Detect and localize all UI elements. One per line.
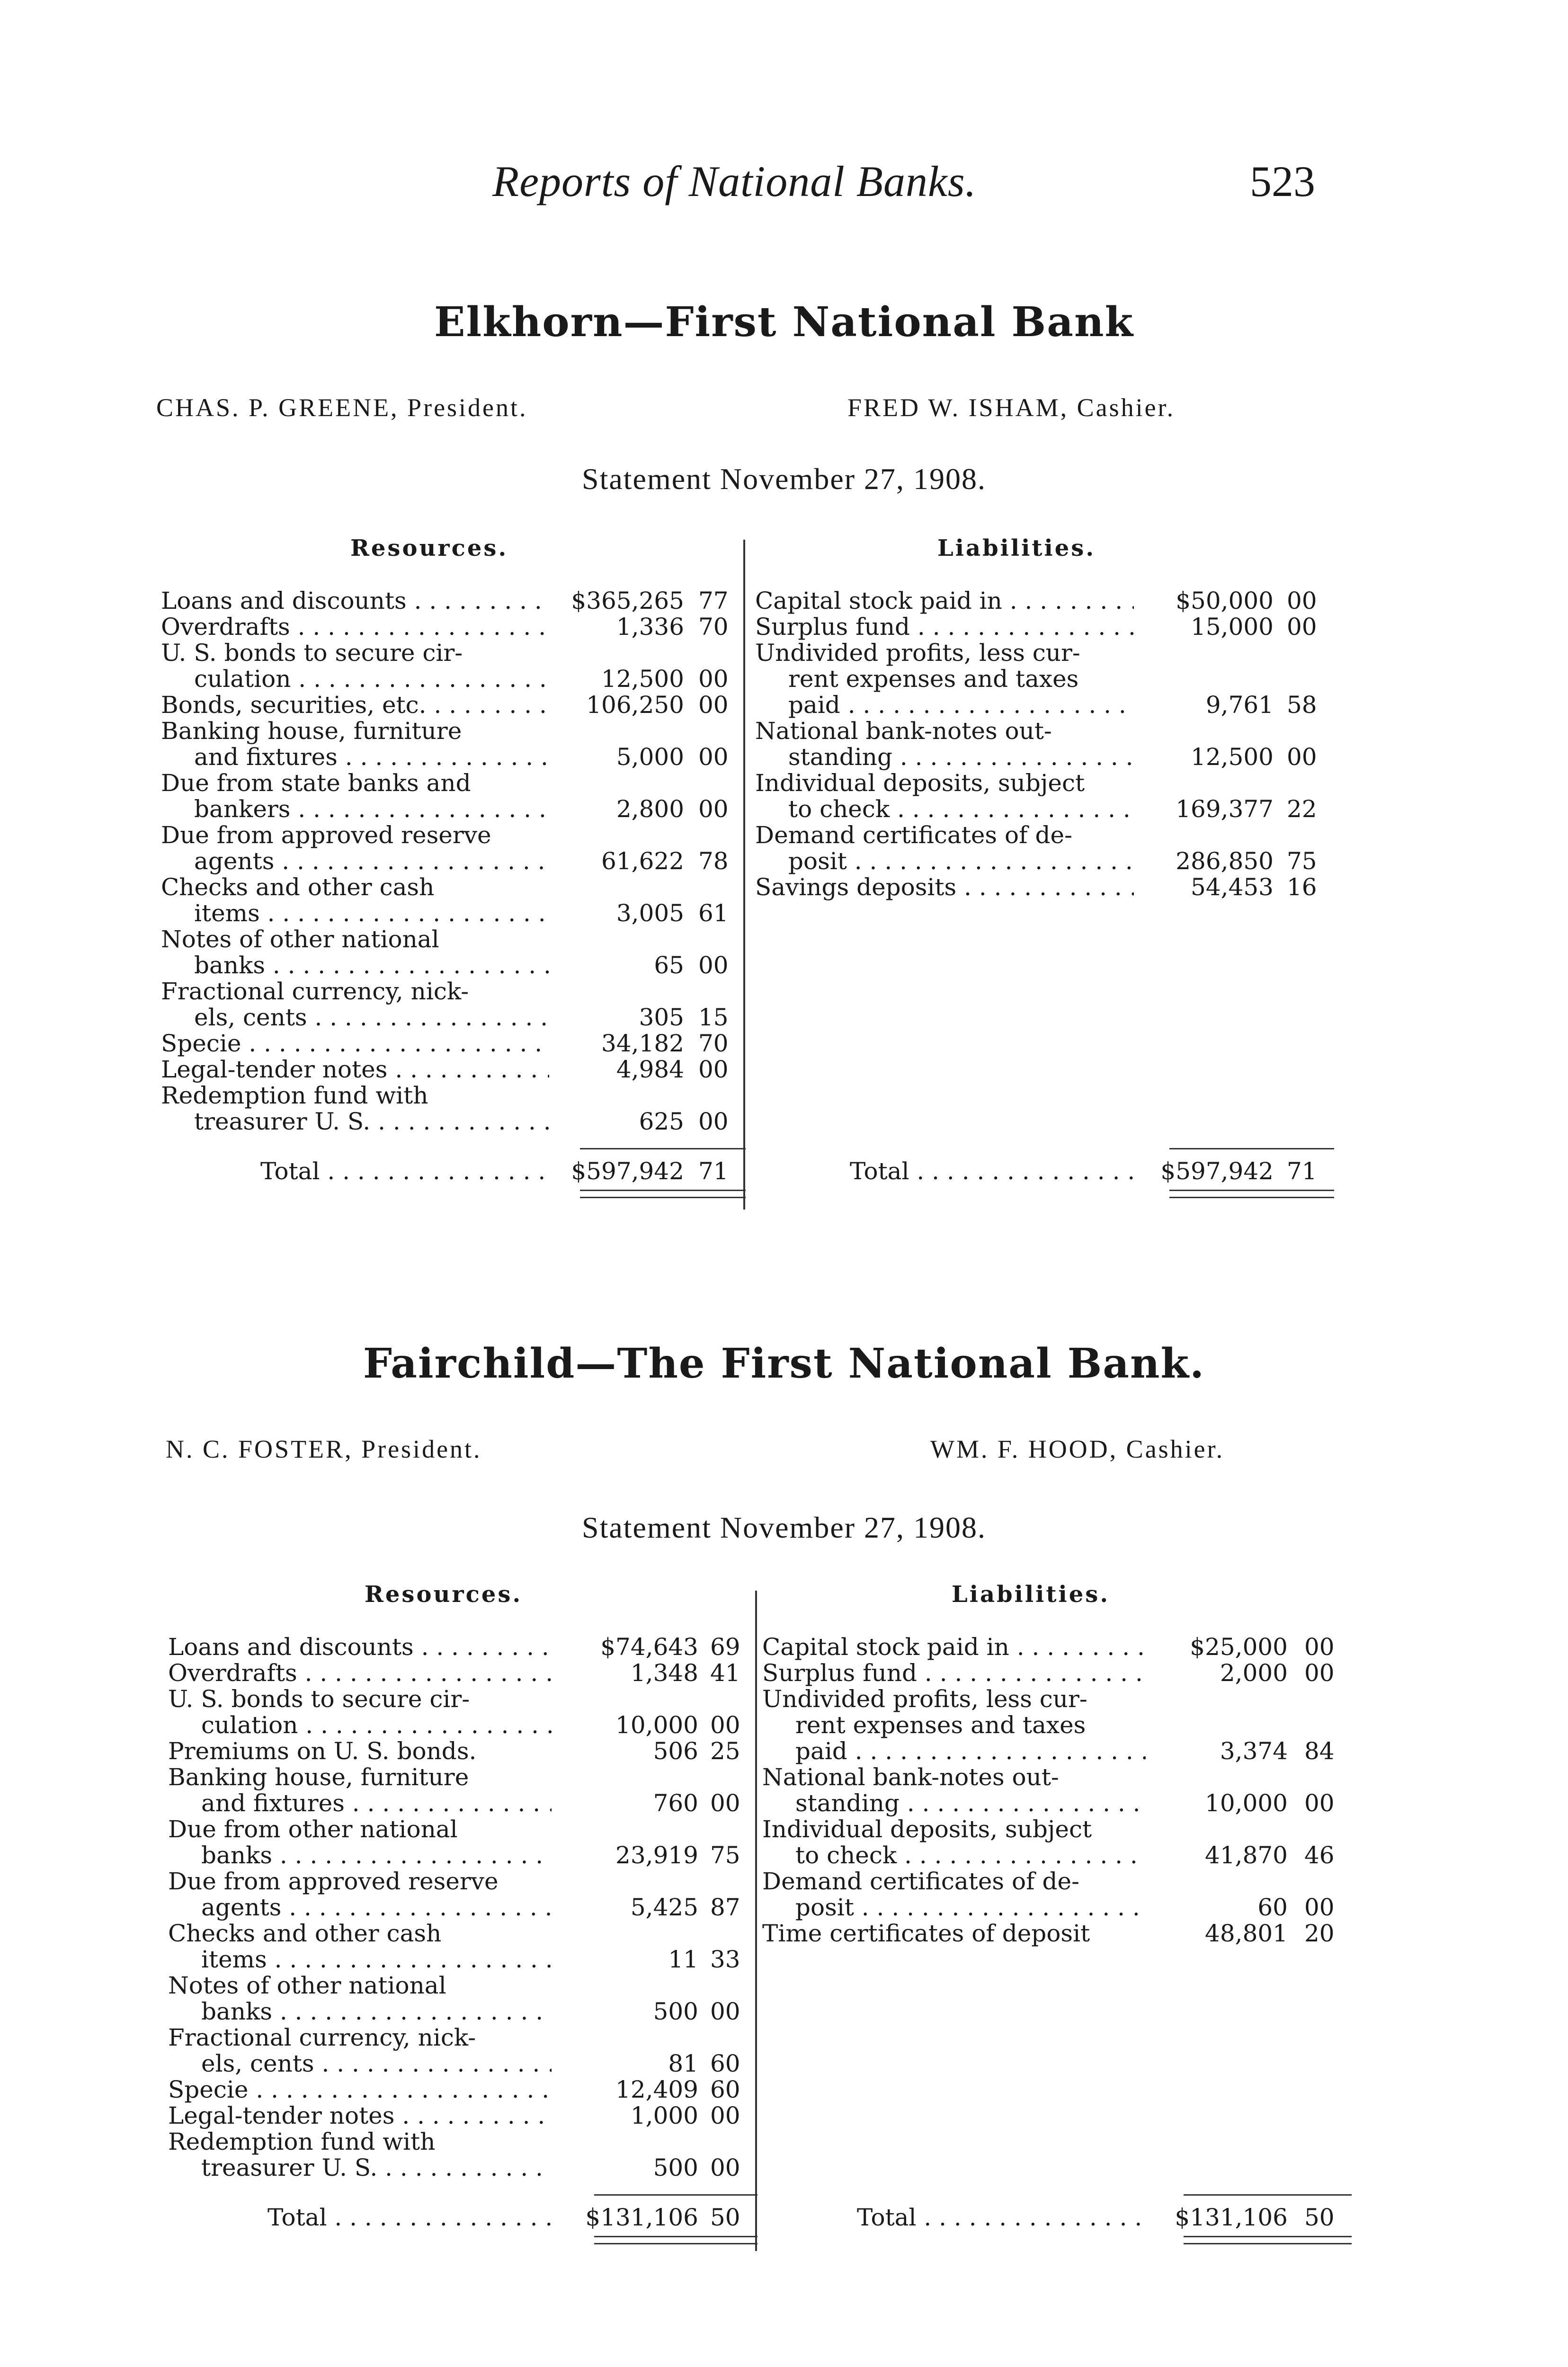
- liability-row: [755, 717, 1325, 744]
- line-item-label: rent expenses and taxes: [788, 665, 1079, 693]
- liability-row: [755, 639, 1325, 666]
- amount-cents: 69: [710, 1633, 740, 1661]
- line-item-label: bankers . . .: [194, 795, 549, 823]
- amount-cents: 00: [710, 1998, 740, 2025]
- liability-row: [762, 1842, 1342, 1868]
- line-item-label: U. S. bonds to secure cir-: [168, 1685, 470, 1713]
- resource-row: [161, 665, 736, 692]
- line-item-label: Loans and discounts . . .: [161, 587, 549, 614]
- sum-rule: [1184, 2194, 1352, 2196]
- liability-row: [762, 1659, 1342, 1686]
- resource-row: [161, 1056, 736, 1082]
- amount-cents: 00: [1287, 743, 1317, 771]
- line-item-label: Premiums on U. S. bonds.: [168, 1737, 477, 1765]
- total-row: [168, 2204, 748, 2230]
- amount-cents: 00: [698, 691, 729, 719]
- amount-dollars: 625: [639, 1108, 684, 1135]
- amount-cents: 00: [1287, 587, 1317, 614]
- amount-dollars: 500: [653, 1998, 698, 2025]
- resource-row: [168, 1894, 748, 1920]
- resource-row: [161, 1030, 736, 1056]
- line-item-label: items . . .: [194, 899, 549, 927]
- line-item-label: Overdrafts . . .: [168, 1659, 552, 1687]
- line-item-label: Fractional currency, nick-: [168, 2024, 476, 2051]
- amount-dollars: 54,453: [1191, 873, 1274, 901]
- line-item-label: and fixtures . . .: [194, 743, 549, 771]
- line-item-label: banks . . .: [201, 1998, 552, 2025]
- resource-row: [161, 925, 736, 952]
- amount-dollars: 65: [654, 952, 684, 979]
- line-item-label: Notes of other national: [161, 925, 439, 953]
- amount-dollars: 10,000: [615, 1711, 698, 1739]
- resources-heading: Resources.: [365, 1581, 523, 1608]
- amount-cents: 00: [1304, 1659, 1335, 1687]
- amount-dollars: 10,000: [1205, 1789, 1288, 1817]
- line-item-label: Notes of other national: [168, 1972, 446, 1999]
- total-cents: 50: [710, 2204, 740, 2231]
- liability-row: [762, 1868, 1342, 1894]
- line-item-label: Capital stock paid in . . .: [762, 1633, 1146, 1661]
- total-dollars: $131,106: [1175, 2204, 1288, 2231]
- line-item-label: Undivided profits, less cur-: [755, 639, 1080, 667]
- line-item-label: Banking house, furniture: [168, 1763, 469, 1791]
- amount-cents: 20: [1304, 1920, 1335, 1947]
- amount-cents: 84: [1304, 1737, 1335, 1765]
- president-name: CHAS. P. GREENE, President.: [156, 393, 528, 422]
- amount-dollars: 48,801: [1205, 1920, 1288, 1947]
- line-item-label: Due from approved reserve: [168, 1868, 499, 1895]
- resource-row: [168, 1842, 748, 1868]
- amount-cents: 00: [710, 1789, 740, 1817]
- resource-row: [168, 1815, 748, 1842]
- total-cents: 71: [698, 1157, 729, 1185]
- amount-dollars: 2,800: [616, 795, 684, 823]
- amount-cents: 58: [1287, 691, 1317, 719]
- liability-row: [762, 1920, 1342, 1946]
- line-item-label: Demand certificates of de-: [762, 1868, 1079, 1895]
- amount-cents: 00: [698, 952, 729, 979]
- amount-cents: 16: [1287, 873, 1317, 901]
- amount-dollars: $365,265: [571, 587, 684, 614]
- line-item-label: items . . .: [201, 1946, 552, 1973]
- resource-row: [168, 1659, 748, 1686]
- amount-dollars: 15,000: [1191, 613, 1274, 641]
- resource-row: [161, 587, 736, 614]
- amount-dollars: 41,870: [1205, 1842, 1288, 1869]
- amount-dollars: 1,336: [616, 613, 684, 641]
- amount-dollars: 500: [653, 2154, 698, 2181]
- amount-cents: 75: [1287, 847, 1317, 875]
- line-item-label: Legal-tender notes . . .: [161, 1056, 549, 1083]
- amount-dollars: 11: [668, 1946, 698, 1973]
- total-label: Total . . .: [850, 1157, 1134, 1185]
- amount-dollars: 81: [668, 2050, 698, 2077]
- resource-row: [168, 1868, 748, 1894]
- resource-row: [161, 717, 736, 744]
- liability-row: [762, 1894, 1342, 1920]
- liability-row: [755, 769, 1325, 796]
- amount-cents: 00: [698, 665, 729, 693]
- liability-row: [755, 613, 1325, 640]
- amount-dollars: 305: [639, 1004, 684, 1031]
- amount-dollars: 5,000: [616, 743, 684, 771]
- total-label: Total . . .: [260, 1157, 549, 1185]
- amount-dollars: 106,250: [586, 691, 684, 719]
- column-divider: [743, 540, 745, 1210]
- line-item-label: paid . . .: [795, 1737, 1146, 1765]
- resource-row: [161, 769, 736, 796]
- resource-row: [168, 2154, 748, 2180]
- line-item-label: standing . . .: [788, 743, 1134, 771]
- resource-row: [168, 2102, 748, 2128]
- line-item-label: Individual deposits, subject: [762, 1815, 1092, 1843]
- resource-row: [161, 743, 736, 770]
- liability-row: [755, 691, 1325, 718]
- line-item-label: National bank-notes out-: [755, 717, 1052, 745]
- amount-cents: 00: [1304, 1789, 1335, 1817]
- amount-dollars: 5,425: [630, 1894, 698, 1921]
- amount-cents: 00: [698, 743, 729, 771]
- line-item-label: Undivided profits, less cur-: [762, 1685, 1087, 1713]
- resource-row: [161, 978, 736, 1004]
- line-item-label: Surplus fund . . .: [755, 613, 1134, 641]
- line-item-label: standing . . .: [795, 1789, 1146, 1817]
- line-item-label: Legal-tender notes . . .: [168, 2102, 552, 2129]
- statement-date: Statement November 27, 1908.: [581, 1511, 987, 1544]
- amount-cents: 00: [1304, 1894, 1335, 1921]
- line-item-label: to check . . .: [795, 1842, 1146, 1869]
- line-item-label: Checks and other cash: [168, 1920, 442, 1947]
- amount-cents: 60: [710, 2076, 740, 2103]
- resource-row: [161, 873, 736, 900]
- column-divider: [755, 1591, 757, 2251]
- line-item-label: to check . . .: [788, 795, 1134, 823]
- line-item-label: Loans and discounts . . .: [168, 1633, 552, 1661]
- resource-row: [168, 2024, 748, 2050]
- amount-dollars: 23,919: [615, 1842, 698, 1869]
- resource-row: [168, 1737, 748, 1764]
- amount-cents: 78: [698, 847, 729, 875]
- amount-cents: 00: [710, 2154, 740, 2181]
- amount-dollars: 3,005: [616, 899, 684, 927]
- double-rule: [1169, 1190, 1334, 1198]
- liability-row: [762, 1763, 1342, 1790]
- line-item-label: els, cents . . .: [201, 2050, 552, 2077]
- resource-row: [161, 847, 736, 874]
- sum-rule: [594, 2194, 757, 2196]
- liability-row: [755, 587, 1325, 614]
- amount-dollars: 1,348: [630, 1659, 698, 1687]
- line-item-label: Due from state banks and: [161, 769, 471, 797]
- liability-row: [762, 1685, 1342, 1712]
- amount-dollars: $25,000: [1190, 1633, 1288, 1661]
- amount-dollars: 286,850: [1176, 847, 1274, 875]
- total-cents: 71: [1287, 1157, 1317, 1185]
- total-row: [755, 1157, 1325, 1184]
- amount-cents: 00: [698, 795, 729, 823]
- resource-row: [168, 1972, 748, 1998]
- amount-cents: 33: [710, 1946, 740, 1973]
- line-item-label: treasurer U. S. . . .: [201, 2154, 552, 2181]
- amount-cents: 61: [698, 899, 729, 927]
- line-item-label: U. S. bonds to secure cir-: [161, 639, 463, 667]
- resource-row: [168, 1946, 748, 1972]
- line-item-label: Specie . . .: [168, 2076, 552, 2103]
- total-label: Total . . .: [267, 2204, 552, 2231]
- amount-dollars: $50,000: [1176, 587, 1274, 614]
- statement-date: Statement November 27, 1908.: [581, 462, 987, 496]
- line-item-label: treasurer U. S. . . .: [194, 1108, 549, 1135]
- amount-dollars: 4,984: [616, 1056, 684, 1083]
- resource-row: [161, 639, 736, 666]
- line-item-label: els, cents . . .: [194, 1004, 549, 1031]
- line-item-label: posit . . .: [795, 1894, 1146, 1921]
- amount-dollars: 12,500: [601, 665, 684, 693]
- resource-row: [168, 1789, 748, 1816]
- liability-row: [755, 873, 1325, 900]
- liability-row: [755, 847, 1325, 874]
- running-title: Reports of National Banks.: [492, 157, 977, 205]
- line-item-label: Checks and other cash: [161, 873, 435, 901]
- liabilities-heading: Liabilities.: [937, 535, 1096, 561]
- resource-row: [168, 2050, 748, 2076]
- resource-row: [161, 795, 736, 822]
- resource-row: [168, 2128, 748, 2154]
- liability-row: [755, 743, 1325, 770]
- liability-row: [755, 665, 1325, 692]
- amount-dollars: 34,182: [601, 1030, 684, 1057]
- resource-row: [168, 1633, 748, 1660]
- amount-cents: 25: [710, 1737, 740, 1765]
- line-item-label: Banking house, furniture: [161, 717, 462, 745]
- line-item-label: culation . . .: [201, 1711, 552, 1739]
- amount-dollars: 760: [653, 1789, 698, 1817]
- line-item-label: Specie . . .: [161, 1030, 549, 1057]
- resources-heading: Resources.: [350, 535, 508, 561]
- resource-row: [161, 1082, 736, 1108]
- line-item-label: Capital stock paid in . . .: [755, 587, 1134, 614]
- resource-row: [168, 1998, 748, 2024]
- amount-cents: 70: [698, 613, 729, 641]
- liability-row: [755, 795, 1325, 822]
- amount-cents: 00: [710, 2102, 740, 2129]
- cashier-name: WM. F. HOOD, Cashier.: [930, 1435, 1225, 1463]
- liabilities-heading: Liabilities.: [952, 1581, 1110, 1608]
- double-rule: [1184, 2236, 1352, 2244]
- line-item-label: Time certificates of deposit: [762, 1920, 1090, 1947]
- amount-cents: 75: [710, 1842, 740, 1869]
- resource-row: [168, 1920, 748, 1946]
- liability-row: [762, 1737, 1342, 1764]
- amount-cents: 60: [710, 2050, 740, 2077]
- resource-row: [161, 1004, 736, 1030]
- amount-cents: 41: [710, 1659, 740, 1687]
- amount-dollars: 3,374: [1220, 1737, 1288, 1765]
- resource-row: [168, 1685, 748, 1712]
- amount-dollars: 506: [653, 1737, 698, 1765]
- line-item-label: paid . . .: [788, 691, 1134, 719]
- line-item-label: Due from approved reserve: [161, 821, 491, 849]
- amount-dollars: $74,643: [600, 1633, 698, 1661]
- liability-row: [762, 1815, 1342, 1842]
- resource-row: [161, 952, 736, 978]
- amount-cents: 00: [1287, 613, 1317, 641]
- resource-row: [168, 2076, 748, 2102]
- bank-title: Fairchild—The First National Bank.: [363, 1340, 1205, 1388]
- amount-dollars: 169,377: [1176, 795, 1274, 823]
- amount-dollars: 2,000: [1220, 1659, 1288, 1687]
- cashier-name: FRED W. ISHAM, Cashier.: [847, 393, 1176, 422]
- total-row: [161, 1157, 736, 1184]
- line-item-label: and fixtures . . .: [201, 1789, 552, 1817]
- amount-cents: 77: [698, 587, 729, 614]
- page-number: 523: [1250, 157, 1315, 205]
- liability-row: [762, 1633, 1342, 1660]
- amount-dollars: 12,409: [615, 2076, 698, 2103]
- sum-rule: [1169, 1148, 1334, 1149]
- amount-dollars: 1,000: [630, 2102, 698, 2129]
- line-item-label: agents . . .: [201, 1894, 552, 1921]
- line-item-label: Redemption fund with: [168, 2128, 436, 2155]
- total-dollars: $597,942: [571, 1157, 684, 1185]
- president-name: N. C. FOSTER, President.: [166, 1435, 482, 1463]
- resource-row: [161, 821, 736, 848]
- resource-row: [168, 1711, 748, 1738]
- line-item-label: agents . . .: [194, 847, 549, 875]
- line-item-label: banks . . .: [194, 952, 549, 979]
- line-item-label: Demand certificates of de-: [755, 821, 1072, 849]
- total-cents: 50: [1304, 2204, 1335, 2231]
- amount-cents: 15: [698, 1004, 729, 1031]
- line-item-label: posit . . .: [788, 847, 1134, 875]
- amount-dollars: 60: [1257, 1894, 1288, 1921]
- total-dollars: $131,106: [585, 2204, 698, 2231]
- resource-row: [161, 1108, 736, 1134]
- amount-cents: 00: [710, 1711, 740, 1739]
- resource-row: [161, 899, 736, 926]
- amount-cents: 00: [698, 1056, 729, 1083]
- line-item-label: Savings deposits . . .: [755, 873, 1134, 901]
- resource-row: [161, 613, 736, 640]
- amount-cents: 87: [710, 1894, 740, 1921]
- line-item-label: Redemption fund with: [161, 1082, 428, 1109]
- line-item-label: rent expenses and taxes: [795, 1711, 1086, 1739]
- line-item-label: National bank-notes out-: [762, 1763, 1059, 1791]
- amount-cents: 22: [1287, 795, 1317, 823]
- line-item-label: Individual deposits, subject: [755, 769, 1085, 797]
- liability-row: [762, 1711, 1342, 1738]
- line-item-label: Overdrafts . . .: [161, 613, 549, 641]
- total-label: Total . . .: [857, 2204, 1146, 2231]
- liability-row: [755, 821, 1325, 848]
- liability-row: [762, 1789, 1342, 1816]
- sum-rule: [580, 1148, 746, 1149]
- total-row: [762, 2204, 1342, 2230]
- amount-dollars: 9,761: [1205, 691, 1274, 719]
- double-rule: [594, 2236, 757, 2244]
- total-dollars: $597,942: [1160, 1157, 1274, 1185]
- line-item-label: banks . . .: [201, 1842, 552, 1869]
- amount-dollars: 12,500: [1191, 743, 1274, 771]
- resource-row: [161, 691, 736, 718]
- resource-row: [168, 1763, 748, 1790]
- line-item-label: Bonds, securities, etc. . . .: [161, 691, 549, 719]
- line-item-label: Due from other national: [168, 1815, 458, 1843]
- amount-cents: 00: [698, 1108, 729, 1135]
- amount-cents: 00: [1304, 1633, 1335, 1661]
- amount-cents: 46: [1304, 1842, 1335, 1869]
- amount-dollars: 61,622: [601, 847, 684, 875]
- amount-cents: 70: [698, 1030, 729, 1057]
- double-rule: [580, 1190, 746, 1198]
- line-item-label: culation . . .: [194, 665, 549, 693]
- bank-title: Elkhorn—First National Bank: [434, 298, 1134, 346]
- line-item-label: Fractional currency, nick-: [161, 978, 469, 1005]
- line-item-label: Surplus fund . . .: [762, 1659, 1146, 1687]
